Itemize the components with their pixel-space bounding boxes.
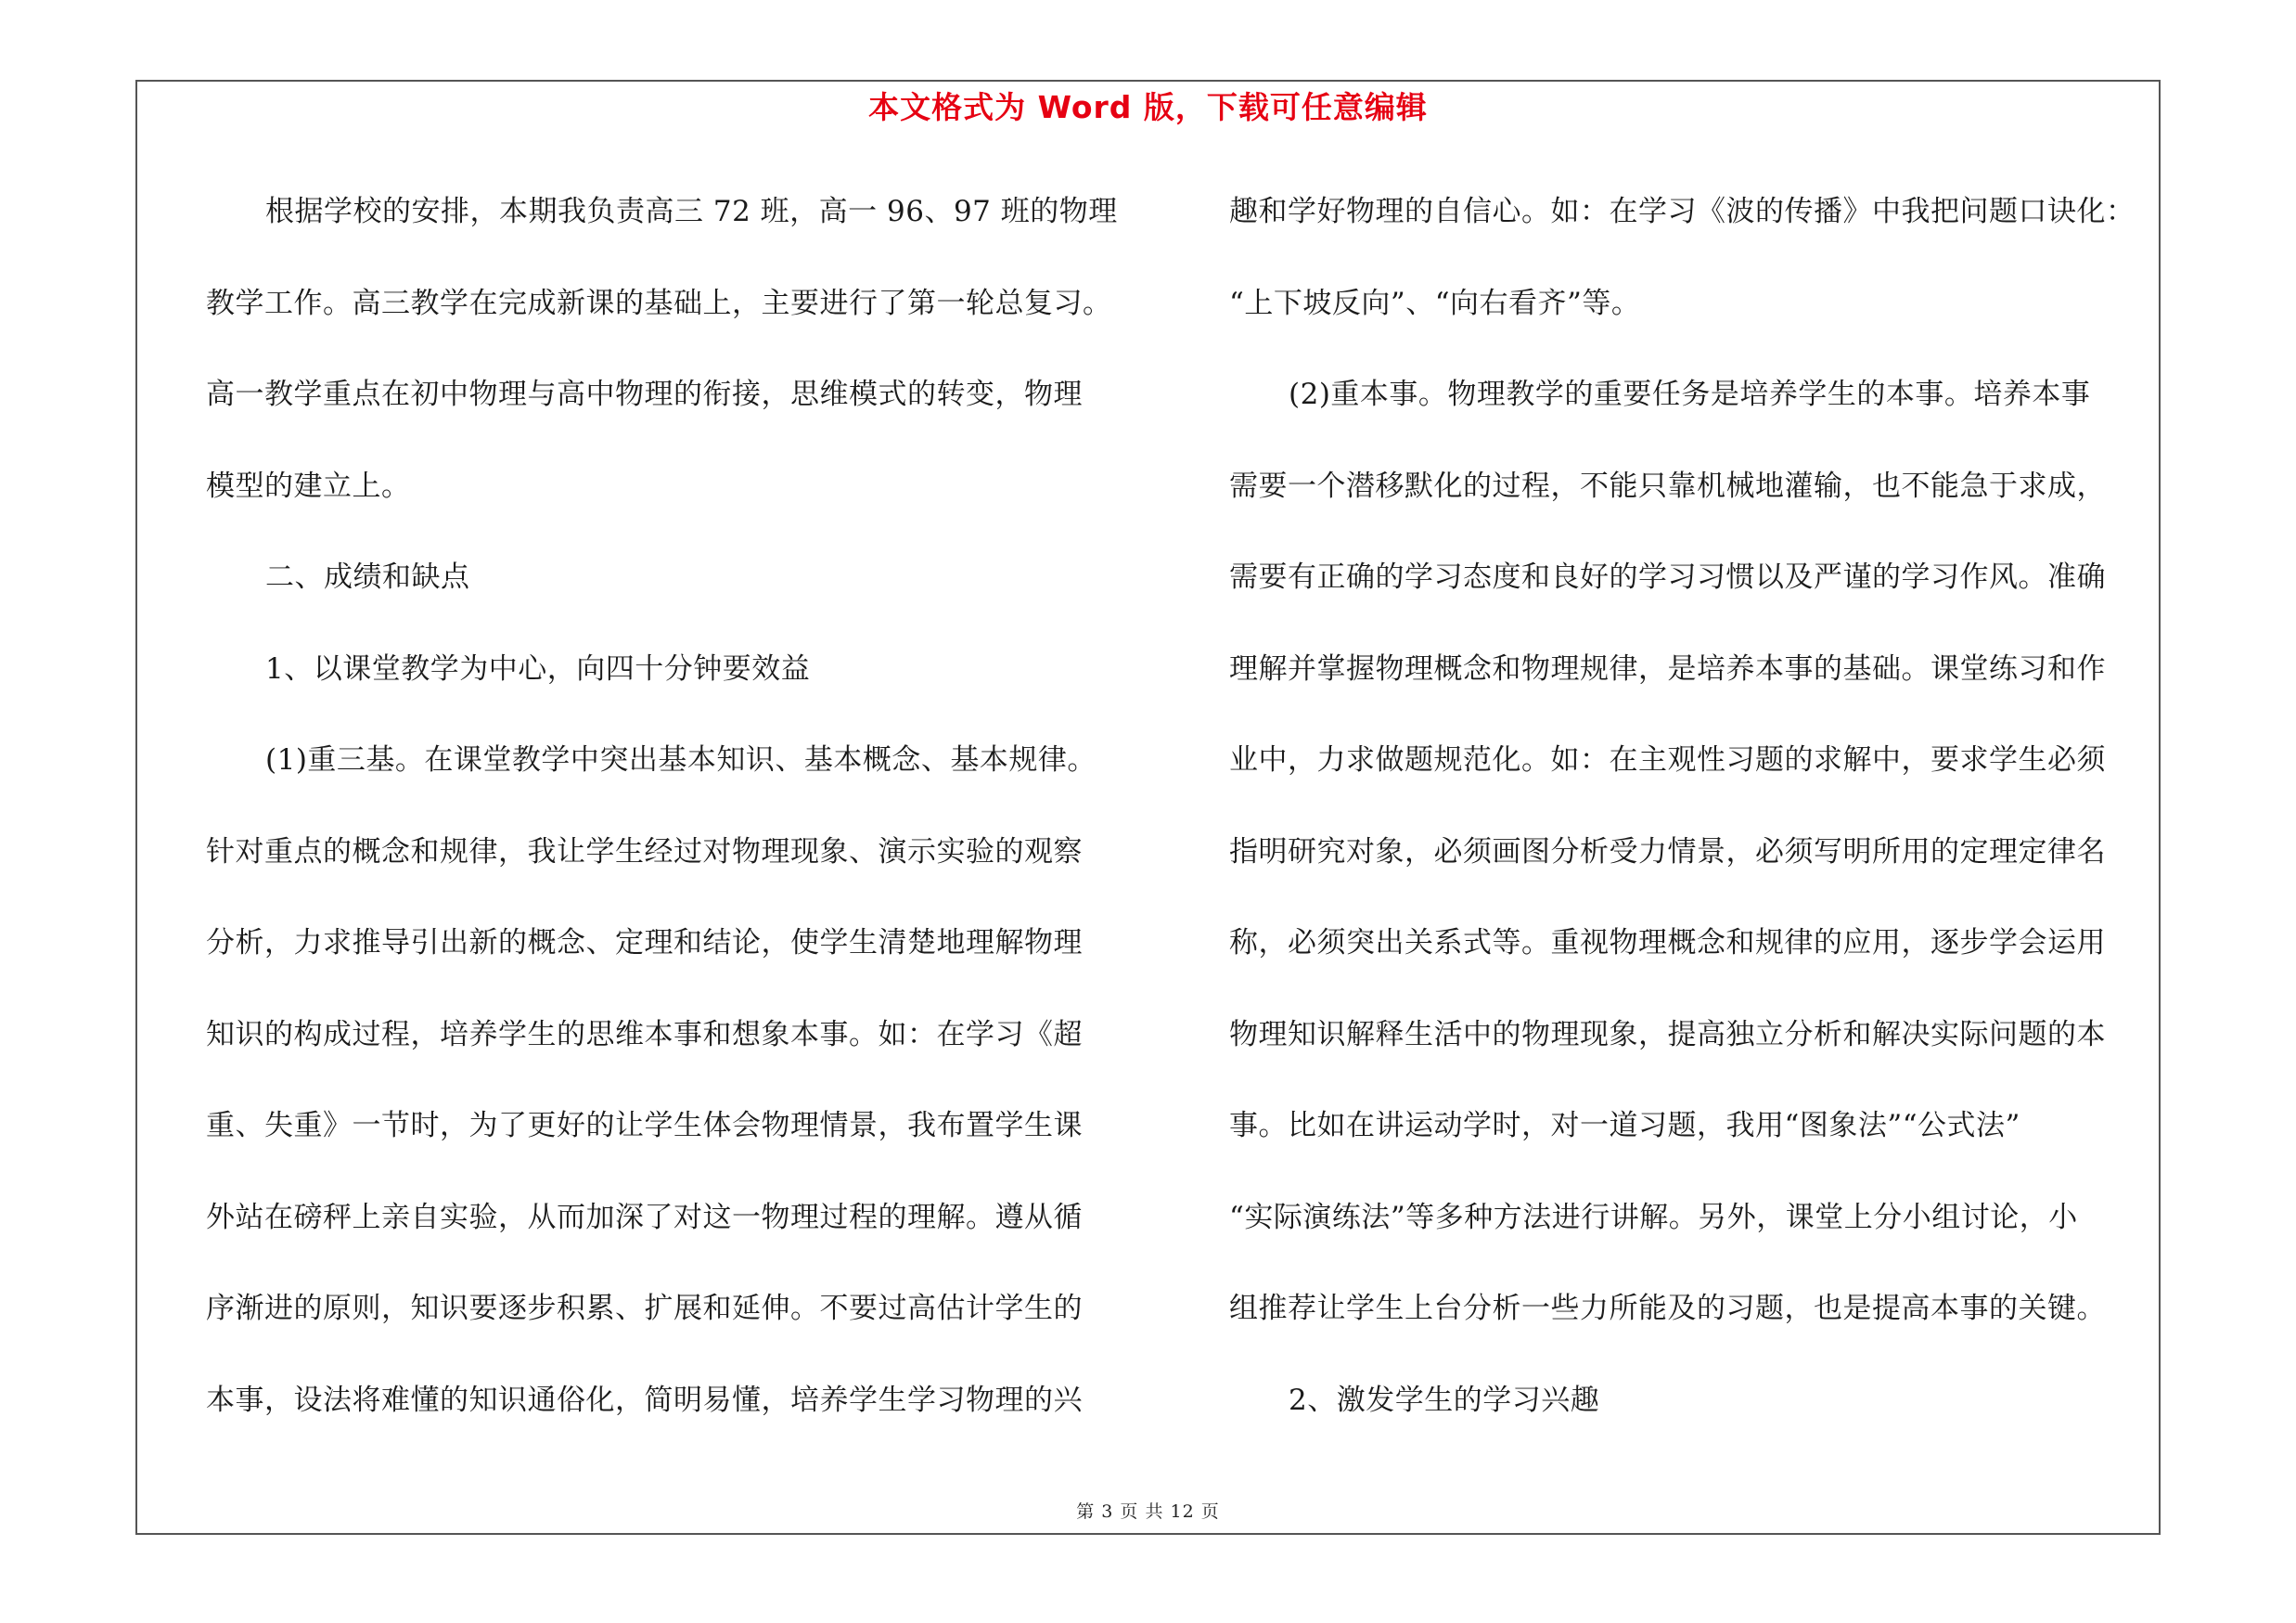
text-line: (1)重三基。在课堂教学中突出基本知识、基本概念、基本规律。 <box>265 743 1097 777</box>
text-line: 模型的建立上。 <box>206 469 411 503</box>
text-line: “上下坡反向”、“向右看齐”等。 <box>1229 286 1641 320</box>
text-line: 指明研究对象，必须画图分析受力情景，必须写明所用的定理定律名 <box>1229 834 2106 869</box>
text-line: 事。比如在讲运动学时，对一道习题，我用“图象法”“公式法” <box>1229 1109 2020 1142</box>
text-line: 高一教学重点在初中物理与高中物理的衔接，思维模式的转变，物理 <box>206 378 1083 411</box>
text-line: “实际演练法”等多种方法进行讲解。另外，课堂上分小组讨论，小 <box>1229 1200 2078 1234</box>
text-line: 二、成绩和缺点 <box>265 560 470 594</box>
text-line: 需要有正确的学习态度和良好的学习习惯以及严谨的学习作风。准确 <box>1229 560 2106 594</box>
text-line: 外站在磅秤上亲自实验，从而加深了对这一物理过程的理解。遵从循 <box>206 1200 1083 1234</box>
page-number-footer: 第 3 页 共 12 页 <box>1076 1501 1220 1522</box>
document-header: 本文格式为 Word 版，下载可任意编辑 <box>868 89 1428 125</box>
text-line: 业中，力求做题规范化。如：在主观性习题的求解中，要求学生必须 <box>1229 743 2106 777</box>
text-line: 序渐进的原则，知识要逐步积累、扩展和延伸。不要过高估计学生的 <box>206 1292 1083 1325</box>
text-line: 组推荐让学生上台分析一些力所能及的习题，也是提高本事的关键。 <box>1229 1292 2106 1325</box>
text-line: 称，必须突出关系式等。重视物理概念和规律的应用，逐步学会运用 <box>1229 926 2106 960</box>
text-line: (2)重本事。物理教学的重要任务是培养学生的本事。培养本事 <box>1289 378 2091 411</box>
text-line: 趣和学好物理的自信心。如：在学习《波的传播》中我把问题口诀化： <box>1229 195 2136 228</box>
text-line: 知识的构成过程，培养学生的思维本事和想象本事。如：在学习《超 <box>206 1017 1083 1051</box>
text-line: 教学工作。高三教学在完成新课的基础上，主要进行了第一轮总复习。 <box>206 286 1112 320</box>
text-line: 重、失重》一节时，为了更好的让学生体会物理情景，我布置学生课 <box>206 1109 1083 1142</box>
text-line: 针对重点的概念和规律，我让学生经过对物理现象、演示实验的观察 <box>206 834 1083 869</box>
text-line: 2、激发学生的学习兴趣 <box>1289 1383 1600 1417</box>
text-line: 物理知识解释生活中的物理现象，提高独立分析和解决实际问题的本 <box>1229 1017 2106 1051</box>
text-line: 分析，力求推导引出新的概念、定理和结论，使学生清楚地理解物理 <box>206 926 1083 960</box>
left-text-column <box>206 184 1134 1463</box>
text-line: 本事，设法将难懂的知识通俗化，简明易懂，培养学生学习物理的兴 <box>206 1383 1083 1417</box>
text-line: 根据学校的安排，本期我负责高三 72 班，高一 96、97 班的物理 <box>265 195 1118 228</box>
text-line: 需要一个潜移默化的过程，不能只靠机械地灌输，也不能急于求成， <box>1229 469 2106 503</box>
right-text-column <box>1229 184 2157 1463</box>
text-line: 1、以课堂教学为中心，向四十分钟要效益 <box>265 651 811 686</box>
text-line: 理解并掌握物理概念和物理规律，是培养本事的基础。课堂练习和作 <box>1229 651 2106 686</box>
